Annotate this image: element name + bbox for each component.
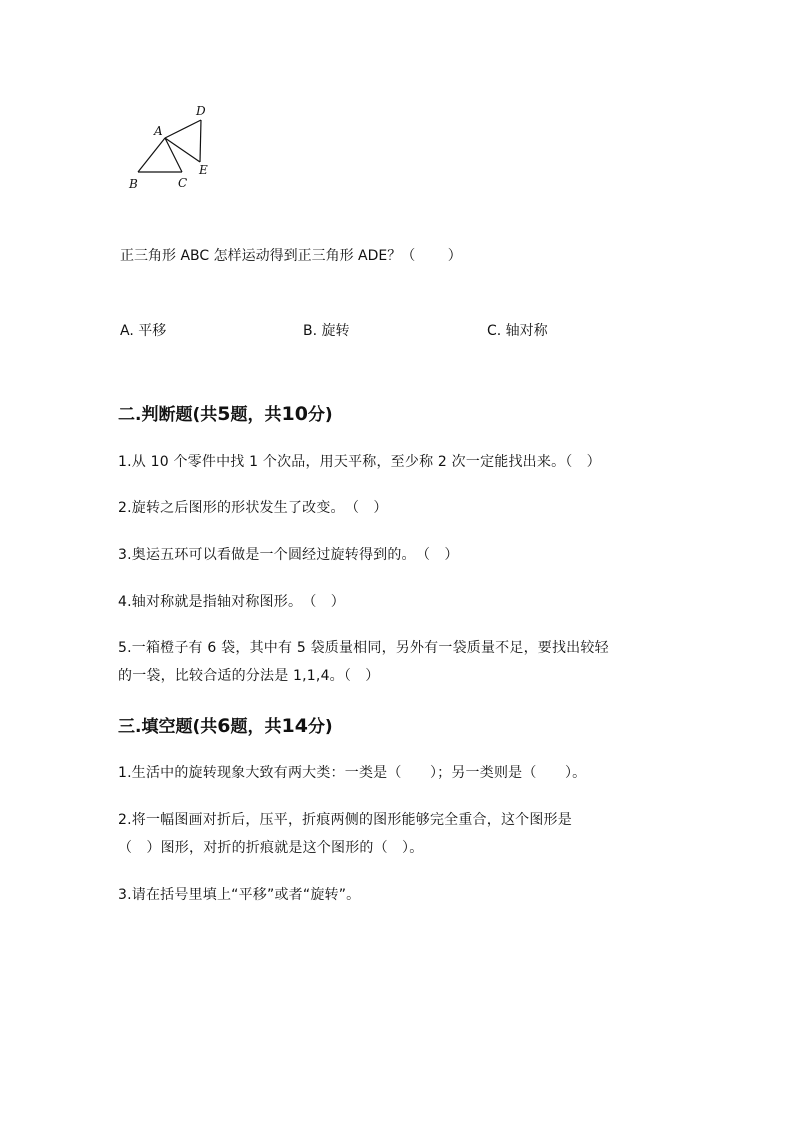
segment-ab	[138, 138, 165, 172]
section-3-title	[118, 712, 333, 737]
section-3-count: 6	[217, 715, 231, 737]
section-3-item-2-line-2: （ ）图形，对折的折痕就是这个图形的（ ）。	[118, 840, 424, 856]
section-3-item-3: 3.请在括号里填上“平移”或者“旋转”。	[118, 887, 361, 903]
section-3-item-2-line-1: 2.将一幅图画对折后，压平，折痕两侧的图形能够完全重合，这个图形是	[118, 812, 572, 828]
label-c: C	[178, 176, 188, 190]
section-2-title-mid: 题，共	[230, 405, 282, 425]
option-a: A. 平移	[120, 323, 167, 339]
section-3-title-pre: 三.填空题(共	[118, 717, 218, 737]
label-e: E	[199, 163, 208, 177]
section-2-item-1: 1.从 10 个零件中找 1 个次品，用天平称，至少称 2 次一定能找出来。（ ）	[118, 454, 601, 470]
segment-ad	[165, 120, 201, 138]
question-text: 正三角形 ABC 怎样运动得到正三角形 ADE？（ ）	[120, 248, 462, 264]
segment-ae	[165, 138, 200, 162]
option-c: C. 轴对称	[487, 323, 548, 339]
section-2-item-3: 3.奥运五环可以看做是一个圆经过旋转得到的。 （ ）	[118, 547, 459, 563]
section-3-title-post: 分)	[307, 717, 333, 737]
section-2-title-post: 分)	[307, 405, 333, 425]
section-2-item-5-line-1: 5.一箱橙子有 6 袋，其中有 5 袋质量相同，另外有一袋质量不足，要找出较轻	[118, 640, 609, 656]
section-2-title-pre: 二.判断题(共	[118, 405, 218, 425]
segment-ac	[165, 138, 182, 172]
section-2-count: 5	[217, 403, 231, 425]
label-d: D	[196, 104, 206, 118]
label-b: B	[129, 177, 138, 191]
section-3-title-mid: 题，共	[230, 717, 282, 737]
section-3-score: 14	[281, 715, 308, 737]
segment-de	[200, 120, 201, 162]
triangle-diagram	[118, 98, 228, 208]
triangle-figure	[118, 98, 228, 208]
section-2-title	[118, 400, 333, 425]
option-b: B. 旋转	[303, 323, 350, 339]
section-2-score: 10	[281, 403, 308, 425]
section-3-item-1: 1.生活中的旋转现象大致有两大类：一类是（ ）；另一类则是（ ）。	[118, 765, 587, 781]
section-2-item-4: 4.轴对称就是指轴对称图形。 （ ）	[118, 594, 345, 610]
section-2-item-2: 2.旋转之后图形的形状发生了改变。 （ ）	[118, 500, 388, 516]
section-2-item-5-line-2: 的一袋，比较合适的分法是 1,1,4。（ ）	[118, 668, 380, 684]
label-a: A	[154, 124, 163, 138]
